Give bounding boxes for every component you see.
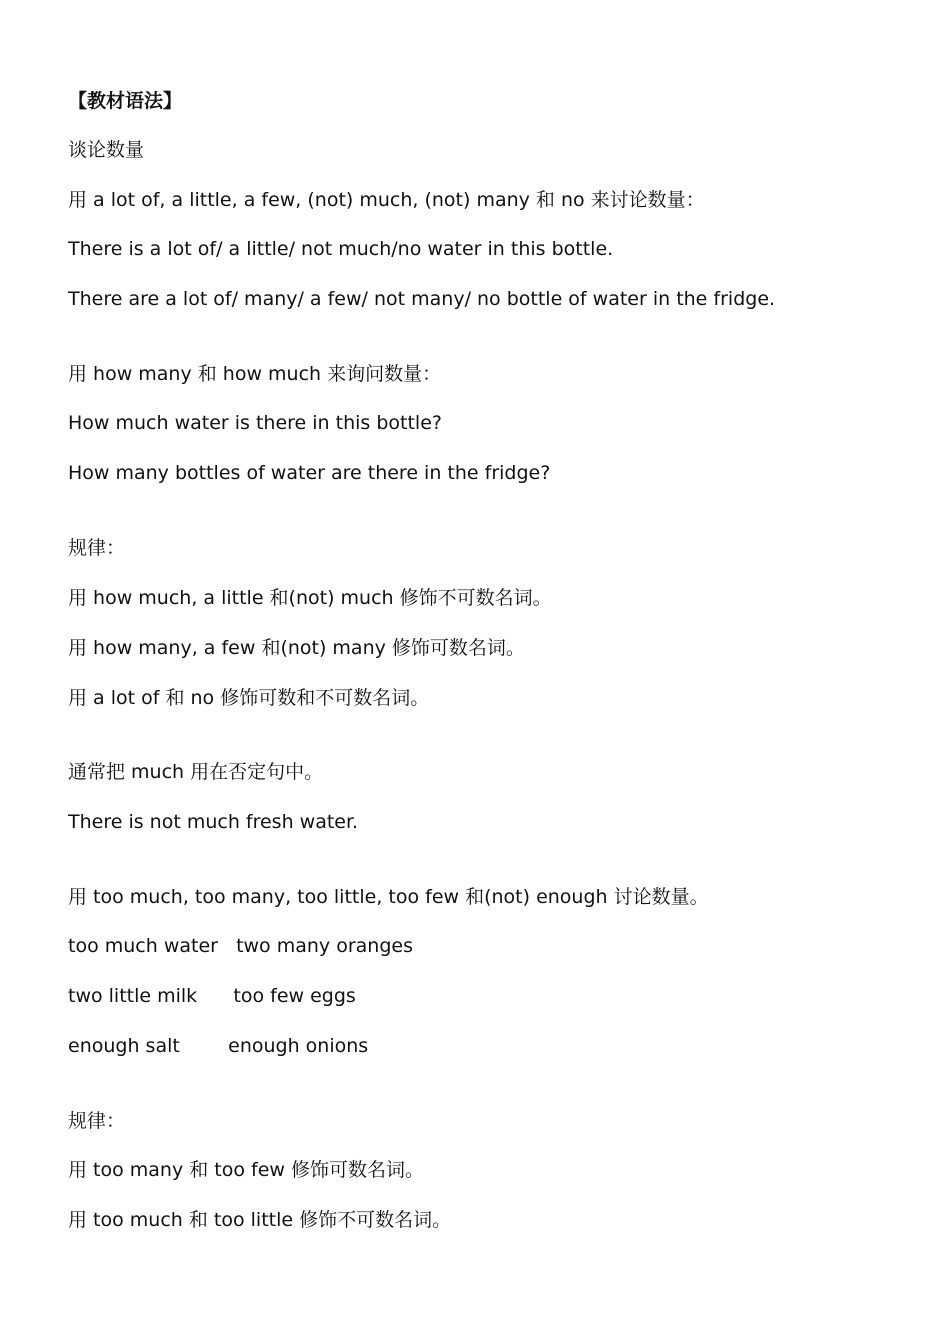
text-line: There are a lot of/ many/ a few/ not many/ no bottle of water in the fridge.	[68, 288, 776, 310]
text-line: 用 how many 和 how much 来询问数量：	[68, 363, 442, 385]
text-line: There is a lot of/ a little/ not much/no water in this bottle.	[68, 238, 614, 260]
text-line: 用 how many, a few 和(not) many 修饰可数名词。	[68, 637, 525, 659]
text-line: too much water two many oranges	[68, 935, 413, 957]
text-line: 用 a lot of 和 no 修饰可数和不可数名词。	[68, 687, 430, 709]
section-title: 谈论数量	[68, 139, 145, 161]
text-line: 用 too much, too many, too little, too few 和(not) enough 讨论数量。	[68, 886, 709, 908]
text-line: 用 too many 和 too few 修饰可数名词。	[68, 1159, 424, 1181]
text-line: 用 too much 和 too little 修饰不可数名词。	[68, 1209, 452, 1231]
text-line: 通常把 much 用在否定句中。	[68, 761, 324, 783]
text-line: 规律：	[68, 1110, 126, 1132]
text-line: 用 a lot of, a little, a few, (not) much, (not) many 和 no 来讨论数量：	[68, 189, 705, 211]
text-line: How many bottles of water are there in the fridge?	[68, 462, 551, 484]
text-line: enough salt enough onions	[68, 1035, 369, 1057]
text-line: How much water is there in this bottle?	[68, 412, 442, 434]
text-line: 用 how much, a little 和(not) much 修饰不可数名词。	[68, 587, 552, 609]
text-line: 规律：	[68, 537, 126, 559]
text-line: There is not much fresh water.	[68, 811, 359, 833]
text-line: two little milk too few eggs	[68, 985, 356, 1007]
document-heading: 【教材语法】	[68, 90, 183, 112]
